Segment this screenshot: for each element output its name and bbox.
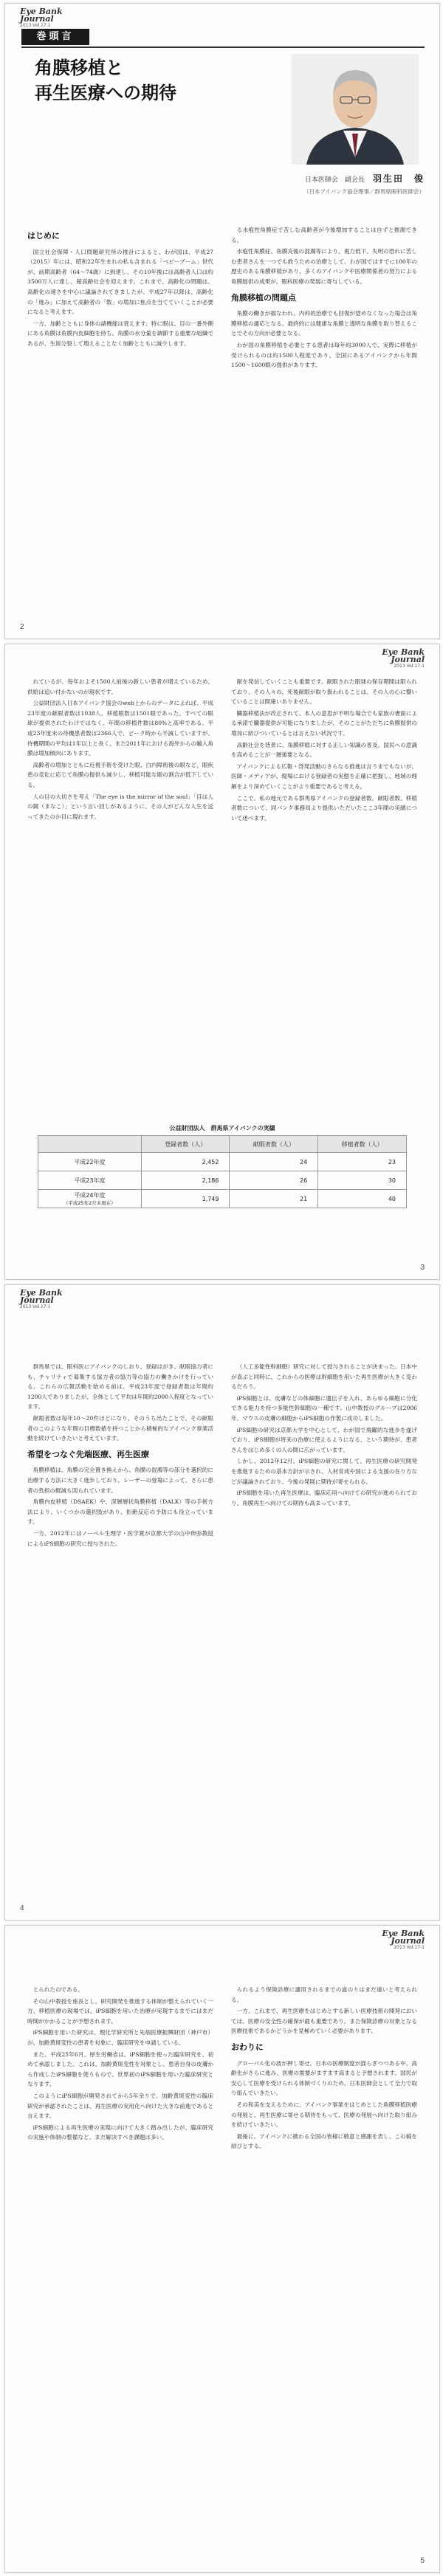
recipients-cell: 40 — [318, 1190, 407, 1208]
paragraph: る水疱性角膜症で苦しむ高齢者が今後増加することは自ずと推測できる。 — [231, 227, 417, 244]
paragraph: 国立社会保障・人口問題研究所の推計によると、わが国は、平成27（2015）年には、昭和22年生まれの私も含まれる「ベビーブーム」世代が、前期高齢者（64〜74歳）に到達し、その10年後には高齢者人口は約3500万人に達し、超高齢社会を迎えます。これまで、高齢化の問題は、高齢化の速さを中心に議論されてきましたが、平成27年以降は、高齢化の「進み」に加えて高齢者の「数」の増加に焦点を当てていくことが必要になると考えます。 — [27, 248, 213, 316]
paragraph: アイバンクによる広報・啓発活動のさらなる推進は言うまでもないが、医師・メディアが、現場における登録者の実態を正確に把握し、地域の理解をより深めていくことがより重要であると考える。 — [231, 762, 417, 790]
paragraph: 公益財団法人日本アイバンク協会のweb上からのデータによれば、平成23年度の献眼者数は1038人、移植眼数は1501眼であった。すべての眼球が提供されたわけではなく、年間の移植件数は80%と高率である。平成23年度末の待機患者数は2366人で、ピーク時から半減していますが、待機期間の平均は1年以上と長く、また2011年における海外からの輸入角膜は増加傾向にあります。 — [27, 700, 213, 757]
paragraph: 角膜の働きが損なわれ、内科的治療でも回復が望めなくなった場合は角膜移植の適応となる。最終的には健康な角膜と透明な角膜を取り替えることでその方向が必要となる。 — [231, 310, 417, 337]
section-heading: 角膜移植の問題点 — [231, 292, 296, 303]
paragraph: 角膜移植は、角膜の完全置き換えから、角膜の混濁等の部分を選択的に治療する方法に大きく進歩しており、レーザーの登場によって、さらに患者の負担の軽減も図られています。 — [27, 1467, 213, 1494]
article-title: 角膜移植と 再生医療への期待 — [35, 58, 176, 103]
journal-logo: Eye Bank Journal — [20, 1288, 63, 1305]
header-rule — [21, 47, 425, 48]
paragraph: 一方、2012年にはノーベル生理学・医学賞が京都大学の山中伸弥教授によるiPS細胞の研究に授与された。 — [27, 1529, 213, 1547]
journal-volume: 2013 Vol.17-1 — [394, 664, 425, 669]
paragraph: その和美を支えるために、アイバンク事業をはじめとした角膜移植医療の発展と、再生医療に寄せる期待をもって、医療の発展へ向けた取り組みを続けていきたい。 — [231, 2101, 417, 2129]
section-heading: 希望をつなぐ先端医療、再生医療 — [27, 1449, 149, 1459]
paragraph: iPS細胞による再生医療の実現に向けて大きく踏み出したが、臨床研究の実施や体制の整備など、まだ解決すべき課題は多い。 — [27, 2124, 213, 2141]
paragraph: 高齢社会を背景に、角膜移植に対する正しい知識の普及、国民への意識を高めることが一層重要となる。 — [231, 741, 417, 759]
author-portrait — [292, 54, 419, 165]
paragraph: 水疱性角膜症、角膜炎後の混濁等により、視力低下、失明の恐れに苦しむ患者さんを一つでも救うための治療として、わが国ではすでに100年の歴史のある角膜移植があり、多くのアイバンクや医療関係者の努力による角膜提供の成果が、眼科医療の発展に寄与している。 — [231, 248, 417, 285]
registrants-cell: 2,452 — [141, 1153, 230, 1171]
paragraph: しかし、2012年12月、iPS細胞の研究に関して、再生医療の研究開発を推進するための基本方針が示され、人材育成や国による支援の在り方などが議論されており、今後の発展に期待が寄せられる。 — [231, 1458, 417, 1485]
page-3 — [4, 1284, 440, 1921]
author-affiliation-2: （日本アイバンク協会理事／群馬県眼科医師会） — [303, 188, 425, 195]
paragraph: その山中教授を座長とし、研究開発を推進する体制が整えられていく一方、移植医療の現場では、iPS細胞を用いた治療が実現するまでにはまだ時間がかかることが予想されます。 — [27, 1997, 213, 2025]
registrants-cell: 1,749 — [141, 1190, 230, 1208]
journal-logo: Eye Bank Journal — [20, 7, 63, 24]
row-label: 平成22年度 — [38, 1153, 142, 1171]
text-column-right — [231, 225, 417, 372]
text-column-left — [27, 1362, 213, 1550]
page-number: 2 — [20, 623, 24, 631]
author-affiliation: 日本医師会 副会長 — [304, 176, 365, 184]
paragraph: 一方、加齢とともに身体の諸機能は衰えます。特に眼は、目の一番外側にある角膜は角膜内皮細胞を持ち、角膜の水分量を調節する重要な組織であるが、生涯分裂して増えることなく加齢とともに減少します。 — [27, 320, 213, 347]
paragraph: わが国の角膜移植を必要とする患者は毎年約3000人で、実際に移植が受けられるのは約1500人程度であり、全国にあるアイバンクから年間1500〜1600眼の提供があります。 — [231, 341, 417, 369]
author-block — [227, 171, 425, 196]
paragraph: 高齢者の増加とともに近視手術を受けた眼、白内障術後の眼など、眼疾患の変化に応じて角膜の提供も減少し、移植可能な眼の割合が低下している。 — [27, 761, 213, 788]
paragraph: れているが、毎年およそ1500人前後の新しい患者が増えているため、供給は追い付かないのが現状です。 — [27, 678, 213, 695]
section-heading: おわりに — [231, 2042, 264, 2052]
journal-header — [20, 8, 63, 28]
body-columns — [27, 225, 417, 372]
section-tag: 巻頭言 — [21, 29, 89, 45]
row-label-note: （平成25年2月末現在） — [63, 1200, 116, 1206]
paragraph: 一方、これまで、再生医療をはじめとする新しい医療技術の開発においては、医療の安全性の確保が最も重要であり、また保険診療の対象となる医療技術であるかどうかを見極めていく必要があります。 — [231, 2008, 417, 2035]
body-columns — [27, 677, 417, 824]
paragraph: 臓器移植法が改正されて、本人の意思が不明な場合でも家族の書面による承諾で臓器提供が可能になりましたが、そのことがただちに角膜提供の増加に結びついているとは言えない状況です。 — [231, 709, 417, 737]
registrants-cell: 2,186 — [141, 1171, 230, 1190]
paragraph: とられたのである。 — [32, 1986, 83, 1993]
page-number: 3 — [420, 1264, 425, 1272]
journal-logo: Eye Bank Journal — [382, 647, 425, 664]
table-header-cell: 登録者数（人） — [141, 1136, 230, 1153]
text-column-right — [231, 1985, 417, 2153]
table-row — [38, 1190, 407, 1208]
journal-header — [382, 1930, 425, 1950]
paragraph: iPS細胞とは、皮膚などの体細胞に遺伝子を入れ、あらゆる細胞に分化できる能力を持つ多能性幹細胞の一種です。山中教授のグループは2006年、マウスの皮膚の細胞からiPS細胞の作製に成功しました。 — [231, 1394, 417, 1422]
text-column-right — [231, 677, 417, 824]
recipients-cell: 23 — [318, 1153, 407, 1171]
journal-header — [382, 649, 425, 669]
text-column-left — [27, 677, 213, 824]
journal-header — [20, 1289, 63, 1309]
journal-volume: 2013 Vol.17-1 — [20, 23, 51, 28]
page-2 — [4, 644, 440, 1280]
paragraph: 角膜内皮移植（DSAEK）や、深層層状角膜移植（DALK）等の手術方法により、いくつかの選択肢があり、拒絶反応の予防にも役立っています。 — [27, 1498, 213, 1526]
section-heading: はじめに — [27, 231, 60, 241]
paragraph: iPS細胞を用いた研究は、理化学研究所と先端医療振興財団（神戸市）が、加齢黄斑変性の患者を対象に、臨床研究を申請している。 — [27, 2029, 213, 2046]
table-row — [38, 1153, 407, 1171]
journal-logo: Eye Bank Journal — [382, 1929, 425, 1946]
page-1 — [4, 3, 440, 639]
paragraph: iPS細胞の研究は京都大学を中心として、わが国で飛躍的な進歩を遂げており、iPS細胞が将来の治療に使えるようになる、という期待が、患者さんをはじめ多くの人の間に広がっています。 — [231, 1426, 417, 1453]
paragraph: 献眼者数は毎年10〜20件ほどになり、そのうち出たことで、その献眼者のこのような年間の目標数値を持つことから積極的なアイバンク事業活動を続けていきたいと考えています。 — [27, 1414, 213, 1442]
table-header-cell: 献眼者数（人） — [230, 1136, 318, 1153]
journal-volume: 2013 Vol.17-1 — [394, 1945, 425, 1950]
paragraph: 群馬県では、眼科医にアイバンクのしおり、登録はがき、献眼協力者にも、チャリティで募集する協力者の協力等の協力の働きかけを行っている。これらの広報活動を始める前は、平成23年度で登録者数は年間約1200人でありましたが、全体として平均は年間約2000人程度となっています。 — [27, 1363, 213, 1411]
table-header-cell — [38, 1136, 142, 1153]
donors-cell: 26 — [230, 1171, 318, 1190]
author-name: 羽生田 俊 — [372, 173, 425, 184]
page-number: 5 — [420, 2557, 425, 2565]
table-caption: 公益財団法人 群馬県アイバンクの実績 — [169, 1125, 275, 1132]
table-row — [38, 1171, 407, 1190]
donors-cell: 24 — [230, 1153, 318, 1171]
body-columns — [27, 1362, 417, 1550]
paragraph: （人工多能性幹細胞）研究に対して授与されることが決まった。日本中が喜ぶと同時に、これからの医療は幹細胞を用いた再生医療が大きく変わるだろう。 — [231, 1363, 417, 1391]
recipients-cell: 30 — [318, 1171, 407, 1190]
text-column-left — [27, 225, 213, 372]
paragraph: また、平成25年6月、厚生労働省は、iPS細胞を使った臨床研究を、初めて承認しました。これは、加齢黄斑変性を対象とし、患者自身の皮膚から作成したiPS細胞を使うもので、世界初のiPS細胞を用いた臨床研究となります。 — [27, 2050, 213, 2088]
page-4 — [4, 1925, 440, 2573]
row-label: 平成24年度 （平成25年2月末現在） — [38, 1190, 142, 1208]
donors-cell: 21 — [230, 1190, 318, 1208]
text-column-left — [27, 1985, 213, 2153]
paragraph: 最後に、アイバンクに携わる全国の皆様に敬意と感謝を表し、この稿を結びとする。 — [231, 2132, 417, 2150]
text-column-right — [231, 1362, 417, 1550]
paragraph: iPS細胞を用いた再生医療は、臨床応用へ向けての研究が進められており、角膜再生へ向けての期待も高まっています。 — [231, 1490, 417, 1506]
body-columns — [27, 1985, 417, 2153]
journal-volume: 2013 Vol.17-1 — [20, 1304, 51, 1309]
results-table — [38, 1124, 407, 1208]
paragraph: グローバル化の波が押し寄せ、日本の医療制度が揺らぎつつある中、高齢化がさらに進み、医療の需要がますます高まると予想されます。国民が安心して医療を受けられる体制づくりのため、日本医師会として全力で取り組んでいきたい。 — [231, 2059, 417, 2097]
paragraph: ここで、私の地元である群馬県アイバンクの登録者数、献眼者数、移植者数について、同バンク事務局より提供いただいたここ3年間の実績について述べます。 — [231, 794, 417, 822]
row-label: 平成23年度 — [38, 1171, 142, 1190]
paragraph: 人の目の大切さを考え「The eye is the mirror of the soul」「目は人の鏡（まなこ）」という言い回しがあるように、その人がどんな人生を送ってきたのか目に現れます。 — [27, 793, 213, 820]
paragraph: 献を発信していくことも重要です。献眼された眼球の保存期間は限られており、その人々の、死後献眼が取り扱われることは、その人の心に響いていることは間違いありません。 — [231, 678, 417, 706]
page-number: 4 — [20, 1904, 24, 1912]
table-header-cell: 移植者数（人） — [318, 1136, 407, 1153]
paragraph: られるよう保険診療に適用されるまでの道のりはまだ遠いと考えられる。 — [231, 1986, 417, 2003]
paragraph: このようにiPS細胞が開発されてから5年余りで、加齢黄斑変性の臨床研究が承認されたことは、再生医療の実用化へ向けた大きな前進であると言えます。 — [27, 2092, 213, 2120]
table-header-row — [38, 1136, 407, 1153]
